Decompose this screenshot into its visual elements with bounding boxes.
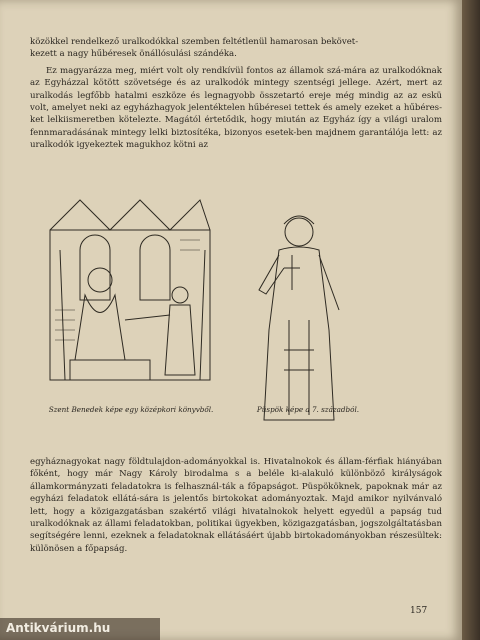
bottom-text-block [30,456,442,555]
text-line: közökkel rendelkező uralkodókkal szemben feltétlenül hamarosan bekövet- [30,37,359,47]
book-gutter [462,0,480,640]
right-figure-caption: Püspök képe a 7. századból. [256,405,360,414]
watermark-text: Antikvárium.hu [6,621,111,635]
left-figure-caption: Szent Benedek képe egy középkori könyvből. [48,405,214,414]
text-line: kezett a nagy hűbéresek önállósulási szándéka. [30,49,237,60]
watermark-banner [0,618,160,640]
saint-benedict-illustration [40,190,220,400]
main-paragraph: Ez magyarázza meg, miért volt oly rendkívül fontos az államok szá-mára az uralkodóknak az Egyházzal kötött szövetsége és az uralkodók mintegy szentségi jellege. Azért, mert az uralkodás legfőbb hatalmi eszköze és legnagyobb összetartó ereje még mindig az az eskü volt, amelyet neki az egyházhagyok jelentéktelen hűbéresei tettek és amely ezeket a hűbéres-ket lelkiismeretben kötelezte. Magától értetődik, hogy miután az Egyház így a világi uralom fennmaradásának mintegy lelki biztosítéka, bizonyos esetek-ben majdnem garantálója lett: az uralkodók igyekeztek magukhoz kötni az [30,65,442,151]
bottom-paragraph: egyháznagyokat nagy földtulajdon-adományokkal is. Hivatalnokok és állam-férfiak hiányában főként, hogy már Nagy Károly birodalma s a beléle ki-alakuló különböző királyságok államkormányzati feladatokra is felhasznál-ták a főpapságot. Püspököknek, papoknak már az egyházi feladatok ellátá-sára is jelentős birtokokat adományoztak. Majd amikor nyilvánvaló lett, hogy a közigazgatásban szakértő világi hivatalnokok helyett egyedül a papság tud uralkodóknak az állami feladatokban, politikai ügyekben, közigazgatásban, jogszolgáltatásban segítségére lenni, ezeknek a feladatoknak ellátásáért újabb birtokadományokban részesültek: különösen a főpapság. [30,457,442,554]
page-number: 157 [410,606,428,616]
bishop-illustration [244,210,354,425]
top-text-block [30,36,442,152]
